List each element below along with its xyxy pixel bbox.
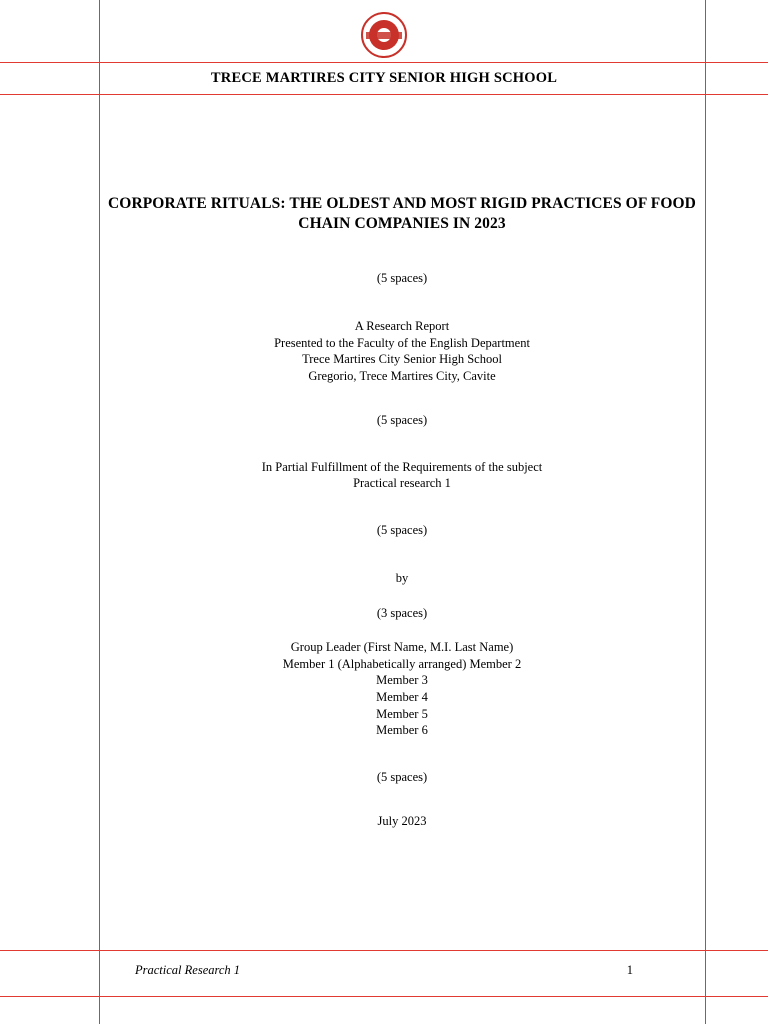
fulfillment-block [99, 459, 705, 492]
spacer-gap-2 [99, 286, 705, 318]
fulfillment-line: Practical research 1 [353, 476, 451, 491]
spacer-gap-10 [99, 785, 705, 813]
school-seal-band [366, 32, 402, 39]
list-item: Member 4 [376, 689, 428, 704]
research-report-block [99, 318, 705, 385]
spacer-gap-1 [99, 234, 705, 270]
report-line: A Research Report [354, 318, 450, 333]
document-body [99, 120, 705, 830]
margin-guide-right [705, 0, 706, 1024]
spacer-gap-6 [99, 538, 705, 570]
spacer-gap-4 [99, 429, 705, 459]
spacer-note-5-c: (5 spaces) [376, 522, 428, 537]
report-line: Gregorio, Trece Martires City, Cavite [308, 368, 496, 383]
report-line: Presented to the Faculty of the English Department [274, 335, 530, 350]
list-item: Member 3 [376, 673, 428, 688]
page-title: CORPORATE RITUALS: THE OLDEST AND MOST RIGID PRACTICES OF FOOD CHAIN COMPANIES IN 2023 [108, 195, 696, 232]
spacer-gap-7 [99, 587, 705, 605]
footer-title: Practical Research 1 [135, 963, 241, 977]
spacer-note-5-a: (5 spaces) [376, 270, 428, 285]
spacer-gap-8 [99, 621, 705, 639]
margin-guide-top [0, 62, 768, 63]
margin-guide-bottom [0, 996, 768, 997]
list-item: Member 5 [376, 706, 428, 721]
report-line: Trece Martires City Senior High School [302, 352, 502, 367]
list-item: Member 6 [376, 723, 428, 738]
school-name-heading: TRECE MARTIRES CITY SENIOR HIGH SCHOOL [210, 70, 558, 86]
margin-guide-header [0, 94, 768, 95]
footer-page-number: 1 [626, 963, 633, 977]
list-item: Group Leader (First Name, M.I. Last Name) [290, 640, 514, 655]
spacer-gap-9 [99, 739, 705, 769]
margin-guide-footer [0, 950, 768, 951]
spacer-note-5-d: (5 spaces) [376, 769, 428, 784]
spacer-gap-3 [99, 384, 705, 412]
members-list [99, 639, 705, 739]
page-footer [135, 963, 633, 978]
spacer-gap-5 [99, 492, 705, 522]
spacer-note-3: (3 spaces) [376, 605, 428, 620]
school-seal-icon [361, 12, 407, 58]
spacer-note-5-b: (5 spaces) [376, 413, 428, 428]
fulfillment-line: In Partial Fulfillment of the Requirements of the subject [261, 459, 543, 474]
by-label: by [395, 571, 409, 586]
header-logo-area [0, 12, 768, 58]
list-item: Member 1 (Alphabetically arranged) Member 2 [282, 656, 522, 671]
document-date: July 2023 [377, 814, 427, 829]
